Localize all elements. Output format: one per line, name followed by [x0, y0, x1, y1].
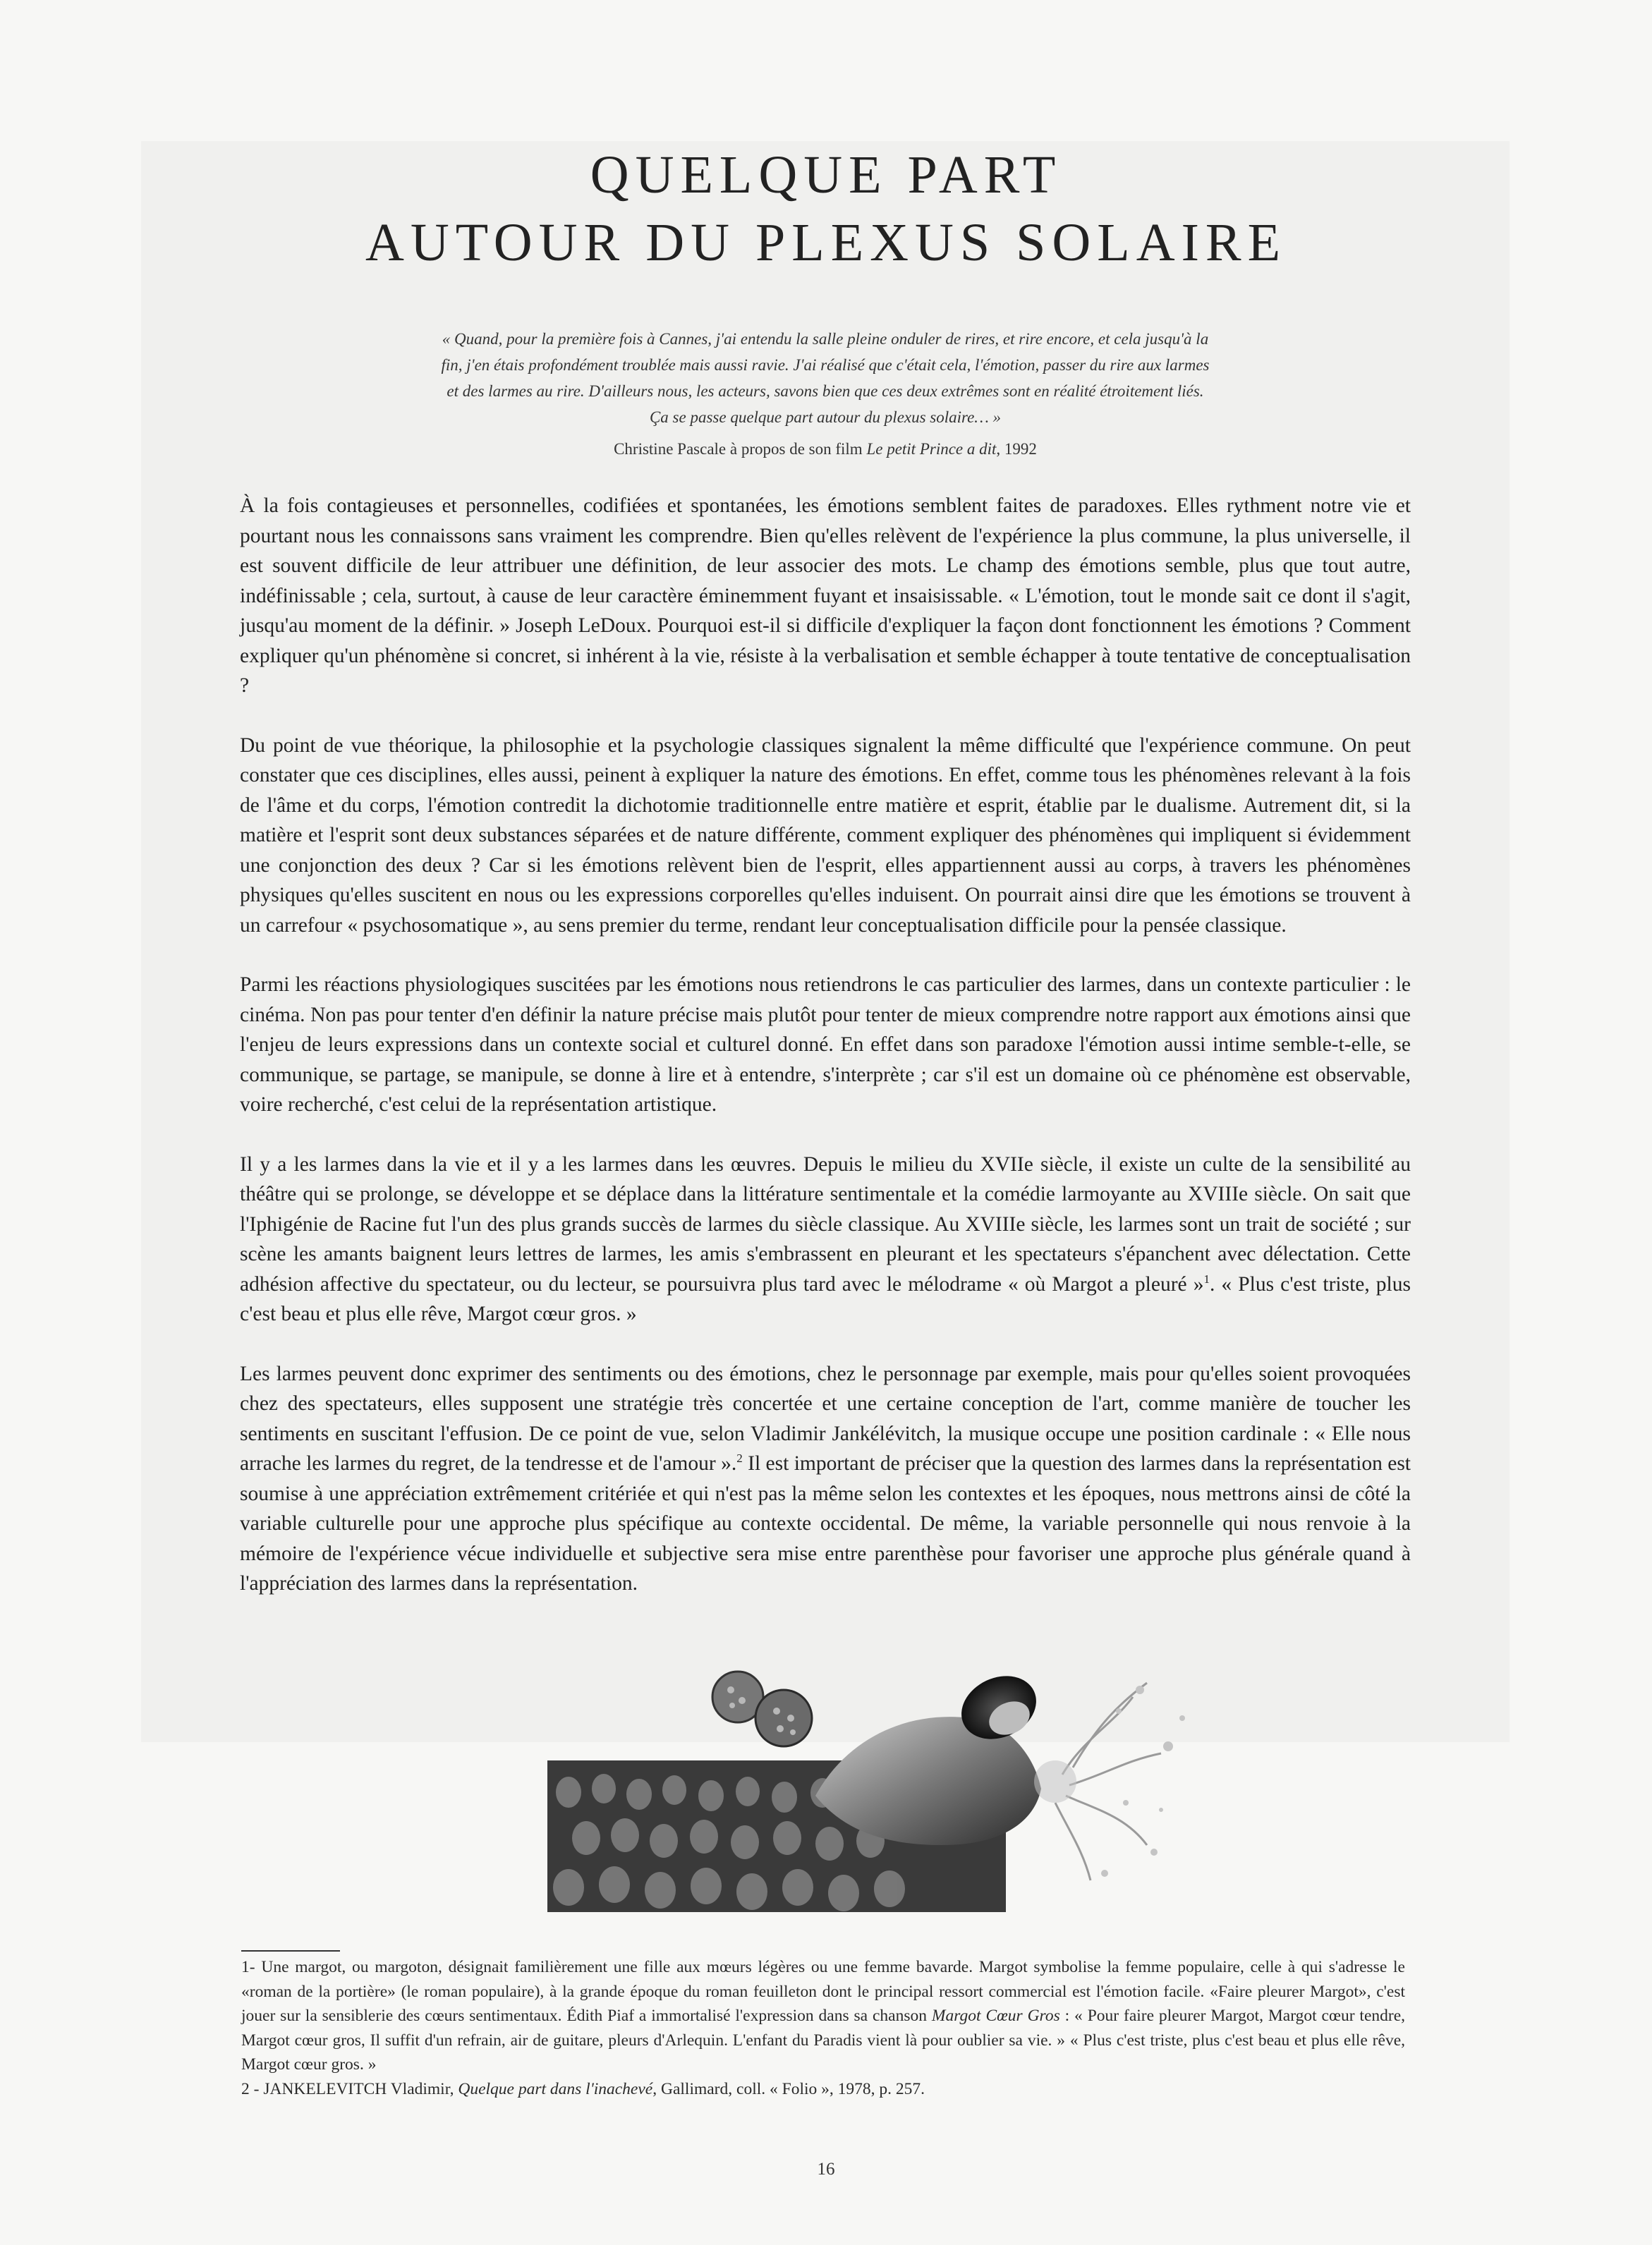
- paragraph-1: À la fois contagieuses et personnelles, codifiées et spontanées, les émotions semblent faites de paradoxes. Elles rythment notre vie et pourtant nous les connaissons sans vraiment les comprendre. Bien qu'elles relèvent de l'expérience la plus commune, la plus universelle, il est souvent difficile de leur attribuer une définition, de leur associer des mots. Le champ des émotions semble, plus que tout autre, indéfinissable ; cela, surtout, à cause de leur caractère éminemment fuyant et insaisissable. « L'émotion, tout le monde sait ce dont il s'agit, jusqu'au moment de la définir. » Joseph LeDoux. Pourquoi est-il si difficile d'expliquer la façon dont fonctionnent les émotions ? Comment expliquer qu'un phénomène si concret, si inhérent à la vie, résiste à la verbalisation et semble échapper à toute tentative de conceptualisation ?: [240, 494, 1411, 697]
- paragraph-5-text: Les larmes peuvent donc exprimer des sentiments ou des émotions, chez le personnage par exemple, mais pour qu'elles soient provoquées chez des spectateurs, elles supposent une stratégie très concertée et une certaine conception de l'art, comme manière de toucher les sentiments en suscitant l'effusion. De ce point de vue, selon Vladimir Jankélévitch, la musique occupe une position cardinale : « Elle nous arrache les larmes du regret, de la tendresse et de l'amour ».: [240, 1362, 1411, 1475]
- epigraph-quote: « Quand, pour la première fois à Cannes, j'ai entendu la salle pleine onduler de rires, et rire encore, et cela jusqu'à la fin, j'en étais profondément troublée mais aussi ravie. J'ai réalisé que c'était cela, l'émotion, passer du rire aux larmes et des larmes au rire. D'ailleurs nous, les acteurs, savons bien que ces deux extrêmes sont en réalité étroitement liés. Ça se passe quelque part autour du plexus solaire… »: [441, 330, 1210, 426]
- footnote-1: [241, 1955, 1405, 2077]
- footnote-2: [241, 2077, 1405, 2102]
- paragraph-2: Du point de vue théorique, la philosophie et la psychologie classiques signalent la même difficulté que l'expérience commune. On peut constater que ces disciplines, elles aussi, peinent à expliquer la nature des émotions. En effet, comme tous les phénomènes relevant à la fois de l'âme et du corps, l'émotion contredit la dichotomie traditionnelle entre matière et esprit, établie par le dualisme. Autrement dit, si la matière et l'esprit sont deux substances séparées et de nature différente, comment expliquer des phénomènes qui impliquent si évidemment une conjonction des deux ? Car si les émotions relèvent bien de l'esprit, elles appartiennent aussi au corps, à travers les phénomènes physiques qu'elles suscitent en nous ou les expressions corporelles qu'elles induisent. On pourrait ainsi dire que les émotions se trouvent à un carrefour « psychosomatique », au sens premier du terme, rendant leur conceptualisation difficile pour la pensée classique.: [240, 734, 1411, 937]
- footnote-1-text: 1- Une margot, ou margoton, désignait familièrement une fille aux mœurs légères ou une femme bavarde. Margot symbolise la femme populaire, celle à qui s'adresse le «roman de la portière» (le roman populaire), à la grande époque du roman feuilleton dont le principal ressort commercial est l'émotion facile. «Faire pleurer Margot», c'est jouer sur la sensiblerie des cœurs sentimentaux. Édith Piaf a immortalisé l'expression dans sa chanson: [241, 1958, 1405, 2025]
- page-title: [0, 141, 1652, 276]
- footnote-ref-2: 2: [736, 1452, 743, 1466]
- paragraph-4-text: Il y a les larmes dans la vie et il y a les larmes dans les œuvres. Depuis le milieu du XVIIe siècle, il existe un culte de la sensibilité au théâtre qui se prolonge, se développe et se déplace dans la littérature sentimentale et la comédie larmoyante au XVIIIe siècle. On sait que l'Iphigénie de Racine fut l'un des plus grands succès de larmes du siècle classique. Au XVIIIe siècle, les larmes sont un trait de société ; sur scène les amants baignent leurs lettres de larmes, les amis s'embrassent en pleurant et les spectateurs s'épanchent avec délectation. Cette adhésion affective du spectateur, ou du lecteur, se poursuivra plus tard avec le mélodrame « où Margot a pleuré »: [240, 1152, 1411, 1296]
- paragraph-4: [240, 1150, 1411, 1330]
- paragraph-4-end: . « Plus c'est triste, plus c'est beau et plus elle rêve, Margot cœur gros. »: [240, 1272, 1411, 1325]
- title-line-2: AUTOUR DU PLEXUS SOLAIRE: [365, 213, 1287, 272]
- footnote-ref-1: 1: [1203, 1272, 1210, 1286]
- splash-droplets: [1034, 1686, 1185, 1877]
- title-line-1: QUELQUE PART: [590, 145, 1062, 205]
- footnote-1-song-title: Margot Cœur Gros: [931, 2007, 1060, 2025]
- paragraph-3: Parmi les réactions physiologiques suscitées par les émotions nous retiendrons le cas particulier des larmes, dans un contexte particulier : le cinéma. Non pas pour tenter d'en définir la nature précise mais plutôt pour tenter de mieux comprendre notre rapport aux émotions ainsi que l'enjeu de leurs expressions dans un contexte social et culturel donné. En effet dans son paradoxe l'émotion aussi intime semble-t-elle, se communique, se partage, se manipule, se donne à lire et à entendre, s'interprète ; car s'il est un domaine où ce phénomène est observable, voire recherché, c'est celui de la représentation artistique.: [240, 973, 1411, 1116]
- page-number: 16: [817, 2160, 835, 2179]
- paragraph-5-end: Il est important de préciser que la question des larmes dans la représentation est soumise à une appréciation extrêmement critériée et qui n'est pas la même selon les contextes et les époques, nous mettrons ainsi de côté la variable culturelle pour une approche plus spécifique au contexte occidental. De même, la variable personnelle qui nous renvoie à la mémoire de l'expérience vécue individuelle et subjective sera mise entre parenthèse pour favoriser une approche plus générale quand à l'appréciation des larmes dans la représentation.: [240, 1452, 1411, 1595]
- body-text: [240, 491, 1411, 1629]
- footnote-2-publisher: , Gallimard, coll. « Folio », 1978, p. 257.: [652, 2079, 925, 2098]
- epigraph-source-year: , 1992: [996, 440, 1037, 458]
- paragraph-5: [240, 1359, 1411, 1599]
- epigraph-source-prefix: Christine Pascale à propos de son film: [614, 440, 867, 458]
- epigraph-film-title: Le petit Prince a dit: [866, 440, 997, 458]
- footnote-divider: [241, 1950, 340, 1952]
- epigraph-source: [437, 437, 1213, 461]
- fruit-circle-right: [755, 1690, 812, 1746]
- footnote-2-author: 2 - JANKELEVITCH Vladimir,: [241, 2079, 458, 2098]
- footnote-2-book-title: Quelque part dans l'inachevé: [458, 2079, 653, 2098]
- collage-svg: [547, 1669, 1210, 1916]
- footnote-1-text-end: : « Pour faire pleurer Margot, Margot cœur tendre, Margot cœur gros, Il suffit d'un refrain, air de guitare, pleurs d'Arlequin. L'enfant du Paradis vient là pour oublier sa vie. » « Plus c'est triste, plus c'est beau et plus elle rêve, Margot cœur gros. »: [241, 2007, 1406, 2074]
- footnotes: [241, 1955, 1405, 2101]
- collage-illustration: [547, 1669, 1210, 1916]
